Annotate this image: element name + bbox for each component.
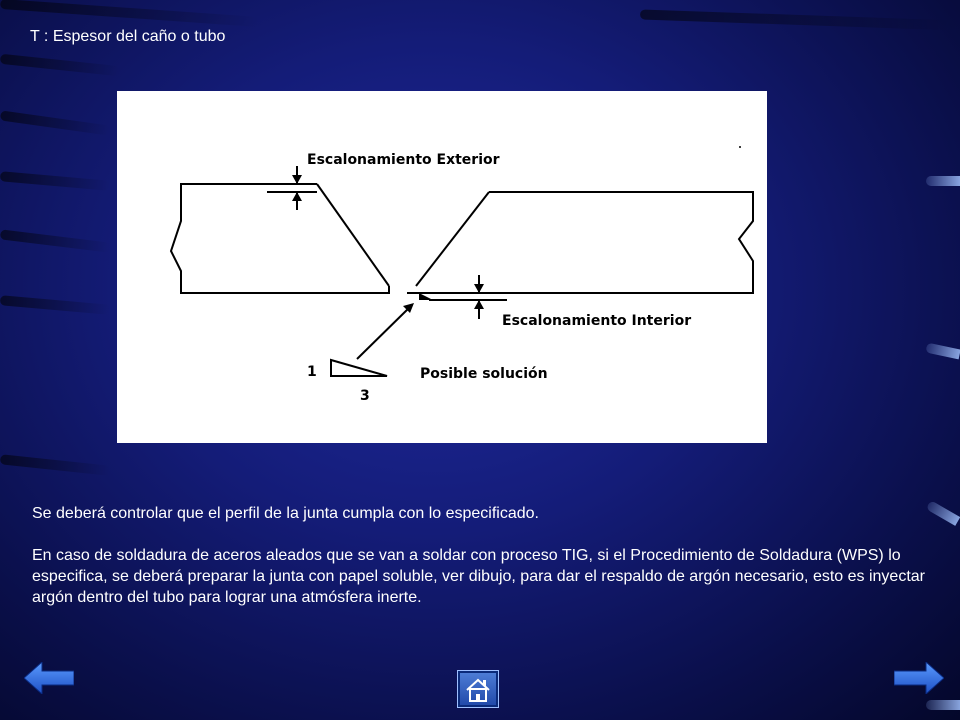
body-text [32,503,932,608]
joint-diagram [117,91,767,443]
home-button[interactable] [457,670,499,708]
label-exterior-step: Escalonamiento Exterior [307,152,500,168]
next-button[interactable] [894,662,944,694]
backing-strip [419,293,433,300]
arrow-left-icon [24,662,74,694]
background-streak [0,229,110,252]
side-accent [926,176,960,186]
dot-mark [739,146,741,148]
label-ratio-3: 3 [360,388,370,404]
arrowheads [292,146,741,313]
joint-diagram-svg [117,91,767,443]
background-streak [0,110,110,135]
home-icon [458,671,498,707]
page-title: T : Espesor del caño o tubo [30,28,226,45]
label-interior-step: Escalonamiento Interior [502,313,692,329]
arrowhead [474,300,484,309]
back-button[interactable] [24,662,74,694]
backing-triangle [331,360,387,376]
right-bevel [416,192,489,286]
paragraph-profile-check: Se deberá controlar que el perfil de la junta cumpla con lo especificado. [32,505,539,522]
background-streak [640,9,960,30]
paragraph-argon-backing: En caso de soldadura de aceros aleados que se van a soldar con proceso TIG, si el Procedimiento de Soldadura (WPS) lo especifica, se deberá preparar la junta con papel soluble, ver dibujo, para dar el respaldo de argón necesario, esto es inyectar argón dentro del tubo para lograr una atmósfera inerte. [32,547,925,606]
background-streak [0,54,120,76]
solution-pointer [357,305,412,359]
right-pipe-outline [416,192,753,293]
side-accent [925,343,960,360]
background-streak [0,171,110,191]
background-streak [0,295,110,315]
label-ratio-1: 1 [307,364,317,380]
background-streak [0,454,110,475]
side-accent [926,700,960,710]
arrowhead [292,175,302,184]
arrowhead [474,284,484,293]
left-bevel [317,184,389,286]
arrow-right-icon [894,662,944,694]
arrowhead [292,192,302,201]
background-streak [0,0,260,27]
label-possible-solution: Posible solución [420,366,548,382]
